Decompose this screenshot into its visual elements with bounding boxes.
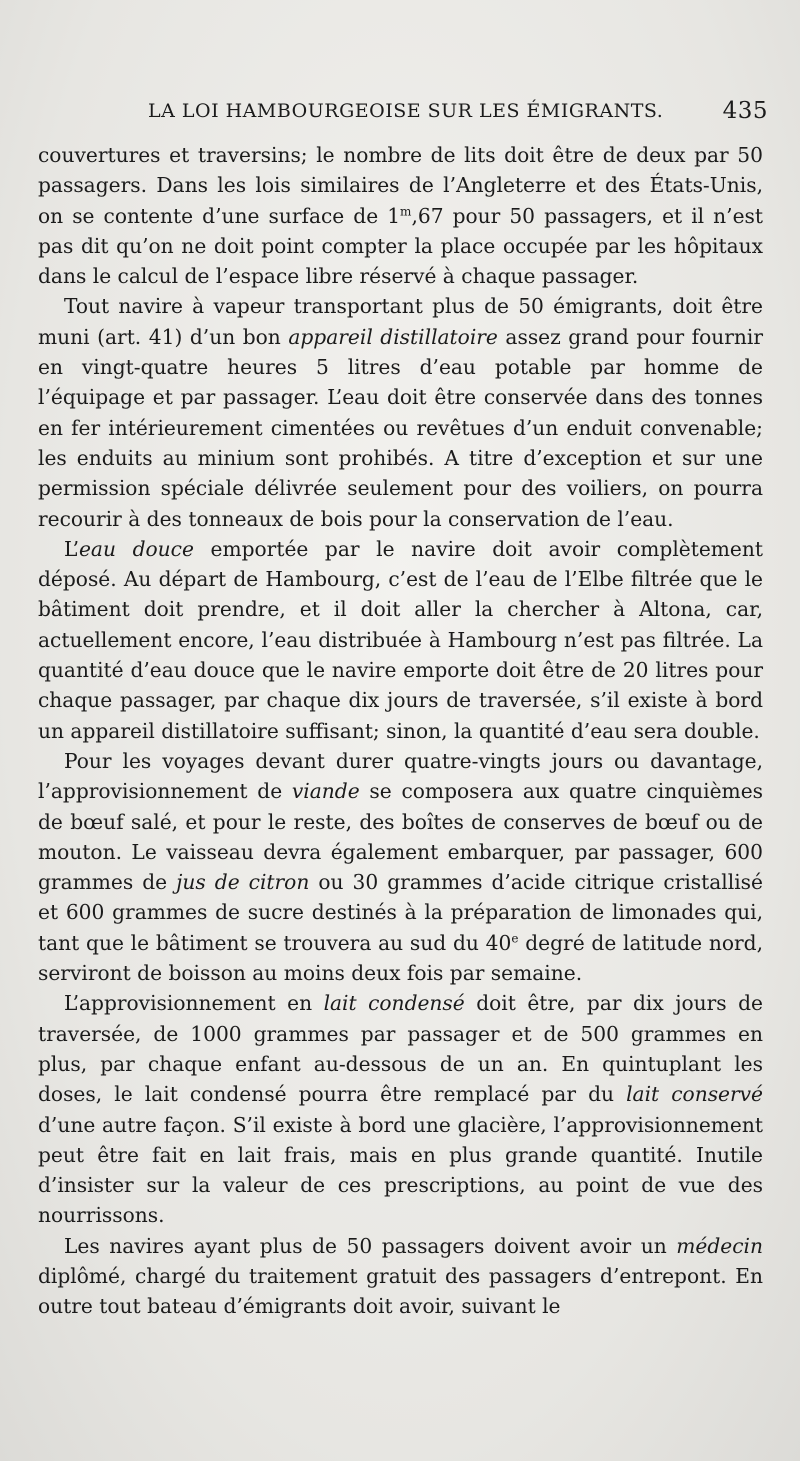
text-run: ou 30 grammes d’acide citrique cristallisé et 600 grammes de sucre destinés à la préparation de limonades qui, tant que le bâtiment se trouvera au sud du 40 <box>38 870 763 955</box>
italic-text: médecin <box>676 1233 763 1258</box>
text-run: d’une autre façon. S’il existe à bord une glacière, l’approvisionnement peut être fait en lait frais, mais en plus grande quantité. Inutile d’insister sur la valeur de ces prescriptions, au point de vue des nourrissons. <box>38 1112 763 1228</box>
text-run: Tout navire à vapeur transportant plus de 50 émigrants, doit être muni (art. 41) d’un bon <box>38 294 763 349</box>
body-text <box>38 140 763 1322</box>
text-run: Les navires ayant plus de 50 passagers doivent avoir un <box>64 1233 677 1258</box>
text-run: emportée par le navire doit avoir complètement déposé. Au départ de Hambourg, c’est de l’eau de l’Elbe filtrée que le bâtiment doit prendre, et il doit aller la chercher à Altona, car, actuellement encore, l’eau distribuée à Hambourg n’est pas filtrée. La quantité d’eau douce que le navire emporte doit être de 20 litres pour chaque passager, par chaque dix jours de traversée, s’il existe à bord un appareil distillatoire suffisant; sinon, la quantité d’eau sera double. <box>38 536 763 743</box>
italic-text: viande <box>291 779 360 804</box>
text-run: diplômé, chargé du traitement gratuit des passagers d’entrepont. En outre tout bateau d’émigrants doit avoir, suivant le <box>38 1263 763 1319</box>
italic-text: eau douce <box>78 536 194 561</box>
italic-text: appareil distillatoire <box>288 324 498 349</box>
text-run: assez grand pour fournir en vingt-quatre heures 5 litres d’eau potable par homme de l’équipage et par passager. L’eau doit être conservée dans des tonnes en fer intérieurement cimentées ou revêtues d’un enduit convenable; les enduits au minium sont prohibés. A titre d’exception et sur une permission spéciale délivrée seulement pour des voiliers, on pourra recourir à des tonneaux de bois pour la conservation de l’eau. <box>38 324 764 531</box>
page-number: 435 <box>722 98 768 124</box>
text-run: Pour les voyages devant durer quatre-vingts jours ou davantage, l’approvisionnement de <box>38 748 763 804</box>
paragraph <box>38 291 763 533</box>
text-run: se composera aux quatre cinquièmes de bœuf salé, et pour le reste, des boîtes de conserves de bœuf ou de mouton. Le vaisseau devra également embarquer, par passager, 600 grammes de <box>38 779 764 895</box>
italic-text: lait conservé <box>626 1082 763 1107</box>
superscript: m <box>400 203 412 218</box>
paragraph <box>38 746 763 988</box>
italic-text: lait condensé <box>323 991 465 1016</box>
running-header <box>148 100 768 130</box>
paragraph <box>38 988 763 1230</box>
paragraph <box>38 140 763 291</box>
paragraph <box>38 534 763 746</box>
italic-text: jus de citron <box>176 870 310 895</box>
running-title: LA LOI HAMBOURGEOISE SUR LES ÉMIGRANTS. <box>148 100 664 122</box>
paragraph <box>38 1231 763 1322</box>
text-run: doit être, par dix jours de traversée, de 1000 grammes par passager et de 500 grammes en plus, par chaque enfant au-dessous de un an. En quintuplant les doses, le lait condensé pourra être remplacé par du <box>38 991 764 1107</box>
text-run: degré de latitude nord, serviront de boisson au moins deux fois par semaine. <box>38 930 764 986</box>
text-run: couvertures et traversins; le nombre de lits doit être de deux par 50 passagers. Dans les lois similaires de l’Angleterre et des États-Unis, on se contente d’une surface de 1 <box>38 143 763 228</box>
text-run: ,67 pour 50 passagers, et il n’est pas dit qu’on ne doit point compter la place occupée par les hôpitaux dans le calcul de l’espace libre réservé à chaque passager. <box>38 203 763 289</box>
text-run: L’ <box>64 536 79 561</box>
text-run: L’approvisionnement en <box>64 991 324 1016</box>
superscript: e <box>511 930 519 945</box>
